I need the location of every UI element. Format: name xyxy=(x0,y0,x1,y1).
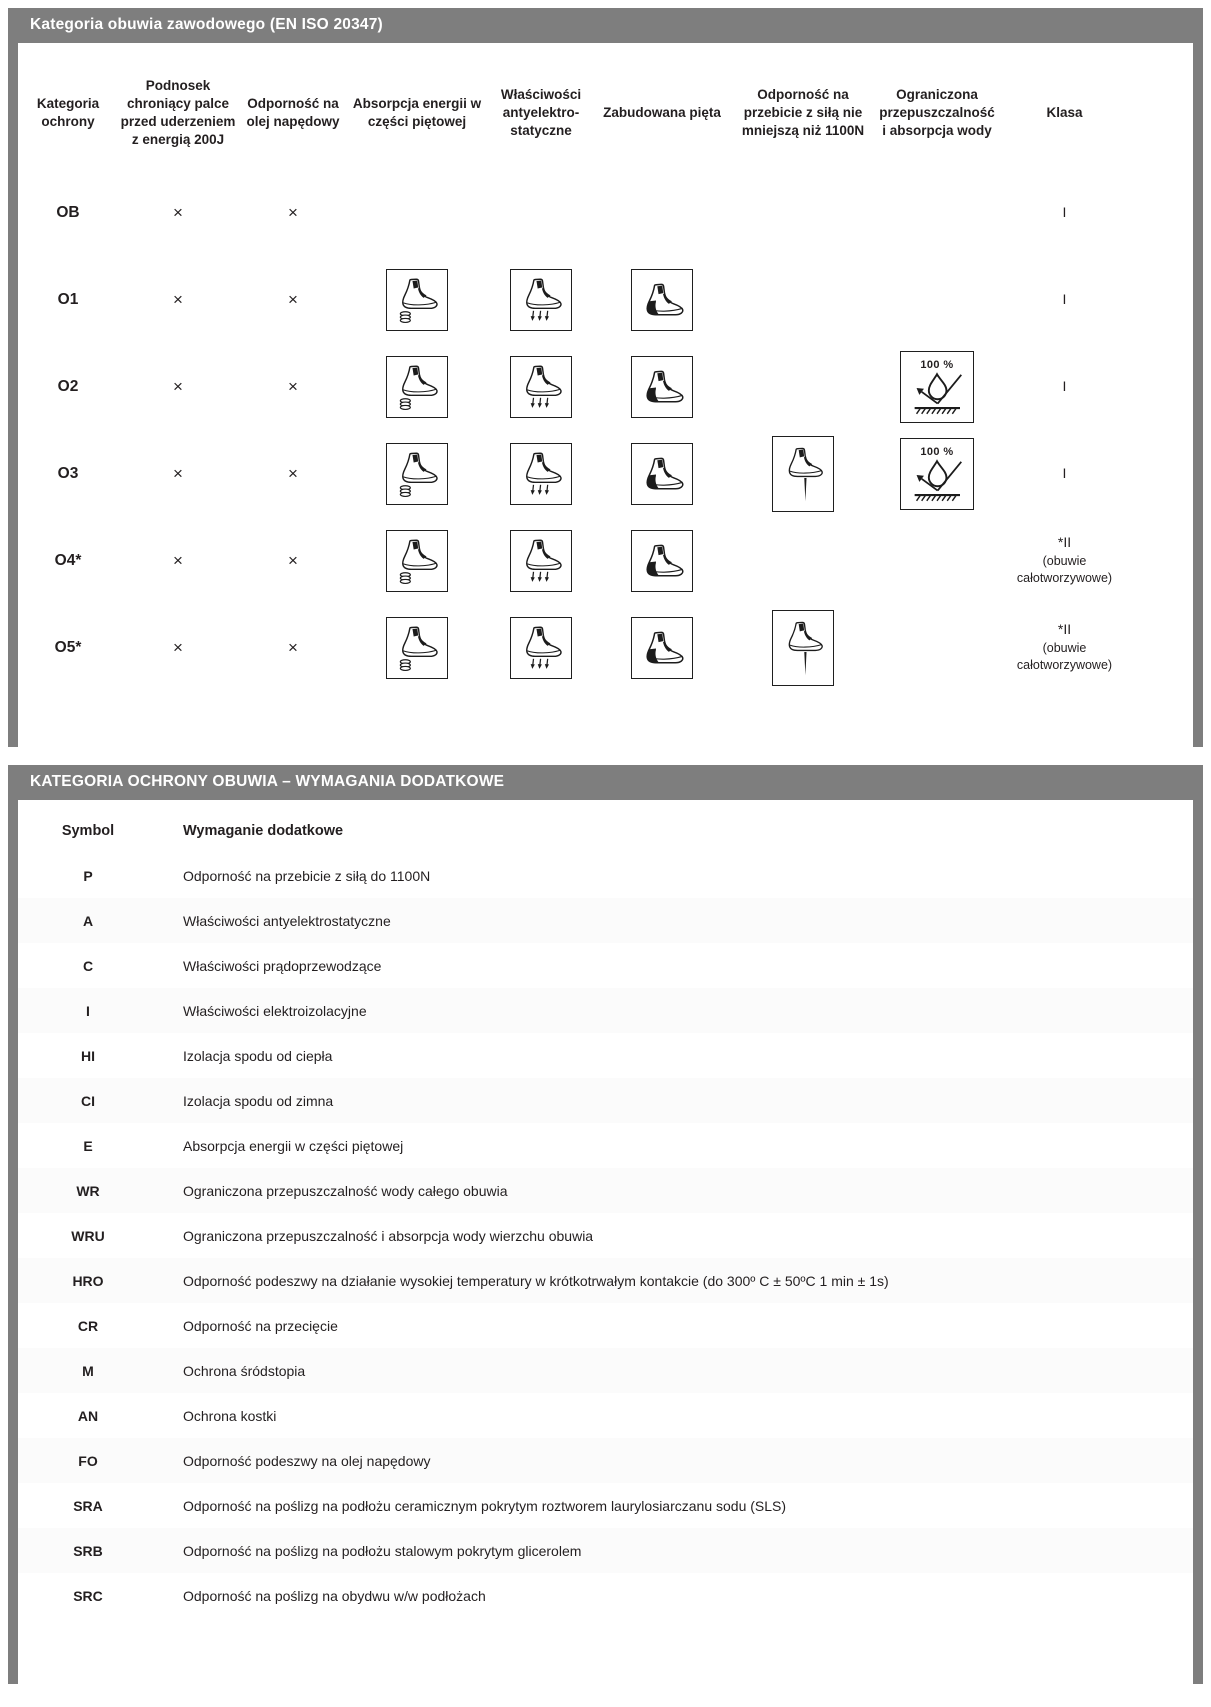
energy-absorption-boot-icon xyxy=(392,275,442,325)
table2-row-M xyxy=(18,1348,1193,1393)
requirement-cell: Właściwości elektroizolacyjne xyxy=(183,1002,367,1019)
table2-row-SRA xyxy=(18,1483,1193,1528)
table2-row-WR xyxy=(18,1168,1193,1213)
symbol-cell: FO xyxy=(78,1452,98,1469)
antistatic-cell xyxy=(510,356,572,418)
requirement-cell: Właściwości prądoprzewodzące xyxy=(183,957,382,974)
table1-row-O3 xyxy=(18,430,1133,517)
water-resistance-cell xyxy=(900,351,974,423)
requirement-cell: Ograniczona przepuszczalność wody całego obuwia xyxy=(183,1182,508,1199)
toe-cap-cross: × xyxy=(173,202,183,222)
table2-row-C xyxy=(18,943,1193,988)
table1-body xyxy=(18,43,1193,747)
antistatic-icon-box xyxy=(510,356,572,418)
symbol-cell: P xyxy=(83,867,93,884)
energy-absorption-cell xyxy=(386,617,448,679)
col-podnosek-200j: Podnosek chroniący palce przed uderzeniem z energią 200J xyxy=(120,78,236,147)
energy-absorption-boot-icon xyxy=(392,449,442,499)
symbol-cell: HI xyxy=(81,1047,95,1064)
fuel-oil-cross: × xyxy=(288,463,298,483)
table2-row-CR xyxy=(18,1303,1193,1348)
requirement-cell: Odporność na poślizg na podłożu stalowym pokrytym glicerolem xyxy=(183,1542,582,1559)
requirement-cell: Absorpcja energii w części piętowej xyxy=(183,1137,404,1154)
requirement-cell: Izolacja spodu od zimna xyxy=(183,1092,334,1109)
closed-heel-icon-box xyxy=(631,269,693,331)
requirement-cell: Odporność podeszwy na działanie wysokiej temperatury w krótkotrwałym kontakcie (do 300º C ± 50ºC 1 min ± 1s) xyxy=(183,1272,889,1289)
closed-heel-icon-box xyxy=(631,530,693,592)
water-icon-box xyxy=(900,438,974,510)
antistatic-boot-icon xyxy=(516,623,566,673)
additional-requirements-panel xyxy=(8,765,1203,1684)
closed-heel-icon-box xyxy=(631,617,693,679)
antistatic-cell xyxy=(510,530,572,592)
antistatic-boot-icon xyxy=(516,536,566,586)
energy-absorption-cell xyxy=(386,269,448,331)
symbol-column-header: Symbol xyxy=(61,822,115,839)
symbol-cell: CI xyxy=(81,1092,95,1109)
symbol-cell: E xyxy=(83,1137,93,1154)
table2-row-AN xyxy=(18,1393,1193,1438)
water-icon-box xyxy=(900,351,974,423)
class-cell xyxy=(1063,464,1067,484)
symbol-cell: SRC xyxy=(73,1587,103,1604)
requirement-cell: Ograniczona przepuszczalność i absorpcja wody wierzchu obuwia xyxy=(183,1227,594,1244)
table2-row-FO xyxy=(18,1438,1193,1483)
antistatic-cell xyxy=(510,269,572,331)
symbol-cell: WR xyxy=(76,1182,100,1199)
fuel-oil-cross: × xyxy=(288,376,298,396)
class-value: I xyxy=(1062,203,1067,220)
closed-heel-cell xyxy=(631,443,693,505)
symbol-cell: SRA xyxy=(73,1497,103,1514)
water-100-label: 100 % xyxy=(920,446,954,458)
table1-row-OB xyxy=(18,169,1133,256)
symbol-cell: WRU xyxy=(71,1227,105,1244)
antistatic-cell xyxy=(510,617,572,679)
antistatic-cell xyxy=(510,443,572,505)
fuel-oil-cross: × xyxy=(288,550,298,570)
energy-absorption-boot-icon xyxy=(392,362,442,412)
toe-cap-cross: × xyxy=(173,637,183,657)
table1-rows xyxy=(18,169,1133,691)
table2-title: KATEGORIA OCHRONY OBUWIA – WYMAGANIA DODATKOWE xyxy=(30,773,505,790)
table2-rows xyxy=(18,853,1193,1618)
closed-heel-boot-icon xyxy=(636,541,688,581)
requirement-cell: Odporność na przebicie z siłą do 1100N xyxy=(183,867,431,884)
col-odpornosc-przebicie: Odporność na przebicie z siłą nie mniejszą niż 1100N xyxy=(741,87,865,138)
symbol-cell: M xyxy=(82,1362,94,1379)
puncture-icon-box xyxy=(772,436,834,512)
closed-heel-boot-icon xyxy=(636,367,688,407)
requirement-cell: Odporność na poślizg na podłożu ceramicznym pokrytym roztworem laurylosiarczanu sodu (SLS) xyxy=(183,1497,787,1514)
table1-row-O4 xyxy=(18,517,1133,604)
fuel-oil-cross: × xyxy=(288,202,298,222)
symbol-cell: HRO xyxy=(72,1272,104,1289)
toe-cap-cross: × xyxy=(173,289,183,309)
class-value: I xyxy=(1062,290,1067,307)
requirement-cell: Odporność podeszwy na olej napędowy xyxy=(183,1452,431,1469)
requirement-cell: Ochrona śródstopia xyxy=(183,1362,306,1379)
class-note: (obuwie całotworzywowe) xyxy=(1016,553,1113,586)
energy-absorption-icon-box xyxy=(386,269,448,331)
energy-absorption-icon-box xyxy=(386,443,448,505)
class-value: *II xyxy=(1057,621,1072,638)
closed-heel-cell xyxy=(631,530,693,592)
table2-row-I xyxy=(18,988,1193,1033)
col-zabudowana-pieta: Zabudowana pięta xyxy=(603,105,721,121)
table1-header-row xyxy=(18,57,1133,169)
antistatic-boot-icon xyxy=(516,362,566,412)
table1-row-O2 xyxy=(18,343,1133,430)
col-odpornosc-olej: Odporność na olej napędowy xyxy=(246,96,340,129)
class-cell xyxy=(1063,203,1067,223)
table2-row-P xyxy=(18,853,1193,898)
antistatic-boot-icon xyxy=(516,275,566,325)
antistatic-icon-box xyxy=(510,530,572,592)
class-value: I xyxy=(1062,464,1067,481)
table2-row-WRU xyxy=(18,1213,1193,1258)
requirement-cell: Odporność na przecięcie xyxy=(183,1317,338,1334)
antistatic-icon-box xyxy=(510,269,572,331)
puncture-resistance-cell xyxy=(772,436,834,512)
class-cell xyxy=(1063,377,1067,397)
class-note: (obuwie całotworzywowe) xyxy=(1016,640,1113,673)
symbol-cell: I xyxy=(86,1002,90,1019)
energy-absorption-icon-box xyxy=(386,617,448,679)
antistatic-icon-box xyxy=(510,443,572,505)
antistatic-boot-icon xyxy=(516,449,566,499)
symbol-cell: AN xyxy=(77,1407,99,1424)
energy-absorption-boot-icon xyxy=(392,536,442,586)
requirement-cell: Właściwości antyelektrostatyczne xyxy=(183,912,391,929)
puncture-resistance-boot-icon xyxy=(779,444,827,504)
toe-cap-cross: × xyxy=(173,550,183,570)
table2-body xyxy=(18,800,1193,1684)
energy-absorption-boot-icon xyxy=(392,623,442,673)
closed-heel-boot-icon xyxy=(636,280,688,320)
class-cell xyxy=(996,620,1133,675)
table2-header-row xyxy=(18,808,1193,853)
water-drop-deflected-icon xyxy=(908,371,966,417)
col-antyelektrostatyczne: Właściwości antyelektro-statyczne xyxy=(500,87,582,138)
energy-absorption-cell xyxy=(386,443,448,505)
table2-row-A xyxy=(18,898,1193,943)
col-kategoria-ochrony: Kategoria ochrony xyxy=(36,96,100,129)
requirement-cell: Izolacja spodu od ciepła xyxy=(183,1047,333,1064)
closed-heel-icon-box xyxy=(631,356,693,418)
class-cell xyxy=(996,533,1133,588)
class-value: I xyxy=(1062,377,1067,394)
closed-heel-cell xyxy=(631,269,693,331)
category-label: O1 xyxy=(57,290,79,308)
puncture-resistance-cell xyxy=(772,610,834,686)
table1-title: Kategoria obuwia zawodowego (EN ISO 20347) xyxy=(30,16,383,33)
energy-absorption-icon-box xyxy=(386,530,448,592)
category-label: O2 xyxy=(57,377,79,395)
closed-heel-boot-icon xyxy=(636,628,688,668)
class-value: *II xyxy=(1057,534,1072,551)
toe-cap-cross: × xyxy=(173,376,183,396)
requirement-cell: Ochrona kostki xyxy=(183,1407,277,1424)
class-cell xyxy=(1063,290,1067,310)
closed-heel-boot-icon xyxy=(636,454,688,494)
closed-heel-icon-box xyxy=(631,443,693,505)
closed-heel-cell xyxy=(631,617,693,679)
antistatic-icon-box xyxy=(510,617,572,679)
fuel-oil-cross: × xyxy=(288,289,298,309)
water-100-label: 100 % xyxy=(920,359,954,371)
table2-row-SRB xyxy=(18,1528,1193,1573)
water-resistance-cell xyxy=(900,438,974,510)
table1-row-O5 xyxy=(18,604,1133,691)
symbol-cell: A xyxy=(82,912,94,929)
table2-row-HRO xyxy=(18,1258,1193,1303)
col-ograniczona-przepuszczalnosc: Ograniczona przepuszczalność i absorpcja wody xyxy=(879,87,995,138)
category-label: O4* xyxy=(54,551,82,569)
symbol-cell: CR xyxy=(77,1317,99,1334)
table2-row-SRC xyxy=(18,1573,1193,1618)
symbol-cell: SRB xyxy=(73,1542,103,1559)
category-label: OB xyxy=(56,203,80,221)
category-label: O5* xyxy=(54,638,82,656)
toe-cap-cross: × xyxy=(173,463,183,483)
energy-absorption-cell xyxy=(386,356,448,418)
col-klasa: Klasa xyxy=(1046,105,1083,121)
requirement-cell: Odporność na poślizg na obydwu w/w podłożach xyxy=(183,1587,486,1604)
table2-row-HI xyxy=(18,1033,1193,1078)
table2-row-CI xyxy=(18,1078,1193,1123)
energy-absorption-icon-box xyxy=(386,356,448,418)
occupational-footwear-table-panel xyxy=(8,8,1203,747)
energy-absorption-cell xyxy=(386,530,448,592)
water-drop-deflected-icon xyxy=(908,458,966,504)
requirement-column-header: Wymaganie dodatkowe xyxy=(183,822,344,839)
puncture-icon-box xyxy=(772,610,834,686)
symbol-cell: C xyxy=(82,957,94,974)
fuel-oil-cross: × xyxy=(288,637,298,657)
category-label: O3 xyxy=(57,464,79,482)
col-absorpcja-energii: Absorpcja energii w części piętowej xyxy=(352,96,482,129)
puncture-resistance-boot-icon xyxy=(779,618,827,678)
closed-heel-cell xyxy=(631,356,693,418)
table1-row-O1 xyxy=(18,256,1133,343)
table2-row-E xyxy=(18,1123,1193,1168)
